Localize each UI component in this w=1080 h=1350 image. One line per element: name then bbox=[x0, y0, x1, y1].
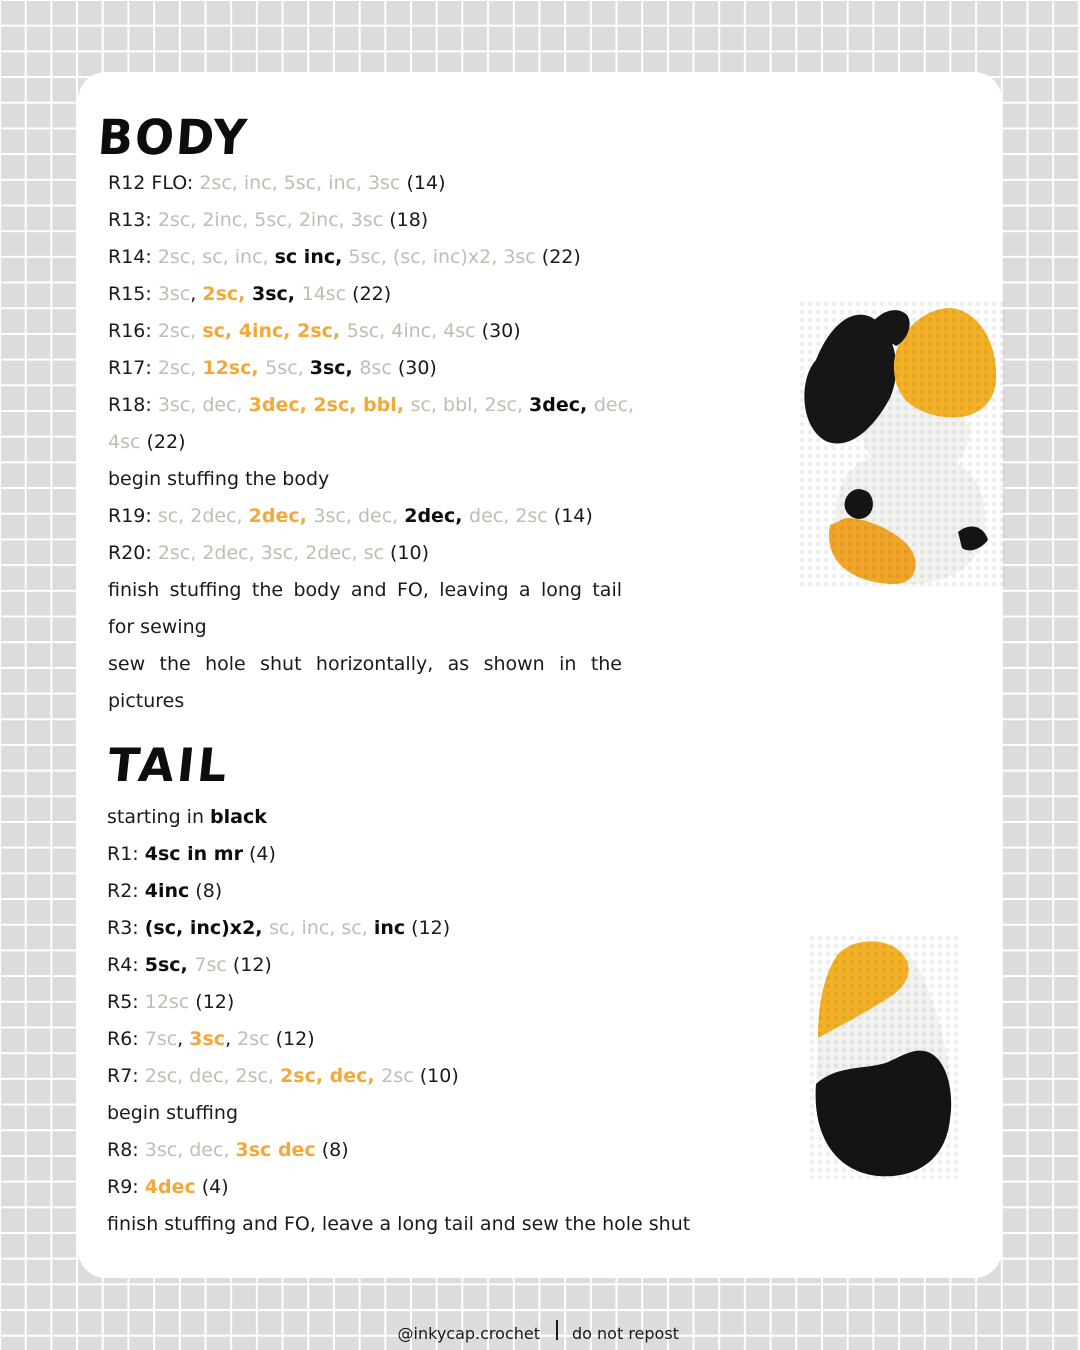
stitch-segment: 14sc bbox=[301, 283, 347, 305]
stitch-segment: R12 FLO: bbox=[108, 172, 200, 194]
stitch-segment: 4sc in mr bbox=[144, 843, 243, 865]
stitch-segment: begin stuffing bbox=[107, 1102, 239, 1124]
tail-round-row bbox=[107, 799, 727, 836]
stitch-segment: R9: bbox=[107, 1176, 145, 1198]
stitch-segment: 4dec bbox=[144, 1176, 196, 1198]
stitch-segment: R15: bbox=[108, 283, 158, 305]
body-round-row bbox=[108, 461, 628, 498]
stitch-segment: (12) bbox=[405, 917, 451, 939]
stitch-segment: 2dec, bbox=[404, 505, 470, 527]
stitch-segment: R4: bbox=[107, 954, 145, 976]
body-finish-line: sew the hole shut horizontally, as shown in the bbox=[108, 653, 622, 675]
stitch-segment: R20: bbox=[108, 542, 158, 564]
stitch-segment: 2sc, dec, 2sc, bbox=[144, 1065, 281, 1087]
stitch-segment: (14) bbox=[547, 505, 593, 527]
tail-round-row bbox=[107, 1021, 727, 1058]
stitch-segment: 2sc, dec, bbox=[280, 1065, 382, 1087]
stitch-segment: R3: bbox=[107, 917, 145, 939]
stitch-segment: 4inc bbox=[144, 880, 190, 902]
stitch-segment: (18) bbox=[383, 209, 429, 231]
body-finish-line: finish stuffing the body and FO, leaving a long tail bbox=[108, 579, 622, 601]
stitch-segment: sc inc, bbox=[274, 246, 343, 268]
stitch-segment: R5: bbox=[107, 991, 145, 1013]
tail-round-row bbox=[107, 1206, 727, 1243]
stitch-segment: 8sc bbox=[359, 357, 392, 379]
tail-round-row bbox=[107, 1058, 727, 1095]
stitch-segment: R18: bbox=[108, 394, 158, 416]
stitch-segment: 3sc bbox=[157, 283, 191, 305]
footer-note: do not repost bbox=[572, 1324, 679, 1343]
tail-round-row bbox=[107, 910, 727, 947]
tail-rows bbox=[107, 799, 727, 1243]
stitch-segment: sc, 2dec, bbox=[157, 505, 249, 527]
stitch-segment: 3sc, bbox=[309, 357, 360, 379]
stitch-segment: (10) bbox=[383, 542, 429, 564]
stitch-segment: (sc, inc)x2, bbox=[144, 917, 270, 939]
stitch-segment: 2sc bbox=[381, 1065, 414, 1087]
stitch-segment: (8) bbox=[189, 880, 223, 902]
body-round-row bbox=[108, 239, 628, 276]
tail-round-row bbox=[107, 947, 727, 984]
stitch-segment: R1: bbox=[107, 843, 145, 865]
body-round-row bbox=[108, 535, 628, 572]
stitch-segment: R17: bbox=[108, 357, 158, 379]
stitch-segment: R19: bbox=[108, 505, 158, 527]
body-rows bbox=[108, 165, 635, 572]
stitch-segment: black bbox=[210, 806, 267, 828]
stitch-segment: 2sc, bbox=[157, 320, 203, 342]
body-round-row bbox=[108, 498, 628, 535]
stitch-segment: 2sc, 2dec, 3sc, 2dec, sc bbox=[157, 542, 384, 564]
stitch-segment: R13: bbox=[108, 209, 158, 231]
footer-separator bbox=[556, 1320, 558, 1340]
stitch-segment: 5sc, (sc, inc)x2, 3sc bbox=[342, 246, 536, 268]
body-round-row bbox=[108, 424, 628, 461]
tail-heading: TAIL bbox=[105, 738, 233, 792]
stitch-segment: (8) bbox=[315, 1139, 349, 1161]
stitch-segment: , bbox=[225, 1028, 238, 1050]
stitch-segment: 7sc bbox=[194, 954, 227, 976]
stitch-segment: 12sc bbox=[144, 991, 190, 1013]
stitch-segment: R7: bbox=[107, 1065, 145, 1087]
tail-round-row bbox=[107, 1169, 727, 1206]
stitch-segment: 3sc, dec, bbox=[157, 394, 249, 416]
stitch-segment: 5sc, bbox=[144, 954, 195, 976]
stitch-segment: , bbox=[190, 283, 203, 305]
stitch-segment: sc, 4inc, 2sc, bbox=[202, 320, 347, 342]
pattern-card bbox=[78, 72, 1002, 1278]
stitch-segment: (10) bbox=[413, 1065, 459, 1087]
stitch-segment: 3sc, bbox=[251, 283, 302, 305]
stitch-segment: R14: bbox=[108, 246, 158, 268]
stitch-segment: 12sc, bbox=[202, 357, 266, 379]
footer-handle: @inkycap.crochet bbox=[397, 1324, 540, 1343]
stitch-segment: 3dec, bbox=[529, 394, 594, 416]
stitch-segment: 3sc, dec, bbox=[144, 1139, 236, 1161]
stitch-segment: inc bbox=[373, 917, 406, 939]
body-round-row bbox=[108, 276, 628, 313]
stitch-segment: 3dec, 2sc, bbl, bbox=[248, 394, 411, 416]
body-round-row bbox=[108, 202, 628, 239]
stitch-segment: 3sc, dec, bbox=[313, 505, 405, 527]
body-round-row bbox=[108, 387, 635, 424]
stitch-segment: 4sc bbox=[108, 431, 141, 453]
stitch-segment: dec, 2sc bbox=[469, 505, 548, 527]
stitch-segment: (12) bbox=[226, 954, 272, 976]
tail-round-row bbox=[107, 873, 727, 910]
stitch-segment: 2dec, bbox=[248, 505, 314, 527]
stitch-segment: starting in bbox=[107, 806, 211, 828]
stitch-segment: (14) bbox=[400, 172, 446, 194]
body-heading: BODY bbox=[96, 108, 251, 166]
tail-round-row bbox=[107, 836, 727, 873]
stitch-segment: (22) bbox=[346, 283, 392, 305]
stitch-segment: (22) bbox=[140, 431, 186, 453]
stitch-segment: (12) bbox=[189, 991, 235, 1013]
body-round-row bbox=[108, 165, 628, 202]
stitch-segment: R16: bbox=[108, 320, 158, 342]
stitch-segment: dec, bbox=[593, 394, 635, 416]
stitch-segment: 2sc, inc, 5sc, inc, 3sc bbox=[199, 172, 401, 194]
tail-instructions bbox=[107, 799, 727, 1243]
stitch-segment: sc, bbl, 2sc, bbox=[410, 394, 530, 416]
stitch-segment: 7sc bbox=[144, 1028, 178, 1050]
stitch-segment: (30) bbox=[391, 357, 437, 379]
stitch-segment: (12) bbox=[269, 1028, 315, 1050]
stitch-segment: , bbox=[177, 1028, 190, 1050]
stitch-segment: R2: bbox=[107, 880, 145, 902]
stitch-segment: sc, inc, sc, bbox=[269, 917, 374, 939]
stitch-segment: 2sc bbox=[237, 1028, 270, 1050]
body-finish-line: pictures bbox=[108, 690, 185, 712]
footer bbox=[0, 1318, 1080, 1348]
stitch-segment: 2sc, 2inc, 5sc, 2inc, 3sc bbox=[157, 209, 384, 231]
stitch-segment: R6: bbox=[107, 1028, 145, 1050]
stitch-segment: 3sc bbox=[189, 1028, 226, 1050]
stitch-segment: 2sc, bbox=[157, 357, 203, 379]
stitch-segment: finish stuffing and FO, leave a long tail and sew the hole shut bbox=[107, 1213, 691, 1235]
stitch-segment: 3sc dec bbox=[235, 1139, 316, 1161]
stitch-segment: (4) bbox=[242, 843, 276, 865]
tail-round-row bbox=[107, 984, 727, 1021]
stitch-segment: begin stuffing the body bbox=[108, 468, 330, 490]
stitch-segment: R8: bbox=[107, 1139, 145, 1161]
tail-photo bbox=[808, 934, 958, 1179]
stitch-segment: 5sc, 4inc, 4sc bbox=[346, 320, 476, 342]
body-round-row bbox=[108, 313, 628, 350]
cat-body-photo bbox=[798, 300, 1008, 590]
stitch-segment: 2sc, bbox=[202, 283, 252, 305]
stitch-segment: 5sc, bbox=[265, 357, 310, 379]
stitch-segment: (30) bbox=[475, 320, 521, 342]
stitch-segment: 2sc, sc, inc, bbox=[157, 246, 275, 268]
body-instructions bbox=[108, 165, 635, 720]
stitch-segment: (4) bbox=[195, 1176, 229, 1198]
body-round-row bbox=[108, 350, 628, 387]
tail-round-row bbox=[107, 1132, 727, 1169]
tail-round-row bbox=[107, 1095, 727, 1132]
stitch-segment: (22) bbox=[535, 246, 581, 268]
body-finish-line: for sewing bbox=[108, 616, 207, 638]
